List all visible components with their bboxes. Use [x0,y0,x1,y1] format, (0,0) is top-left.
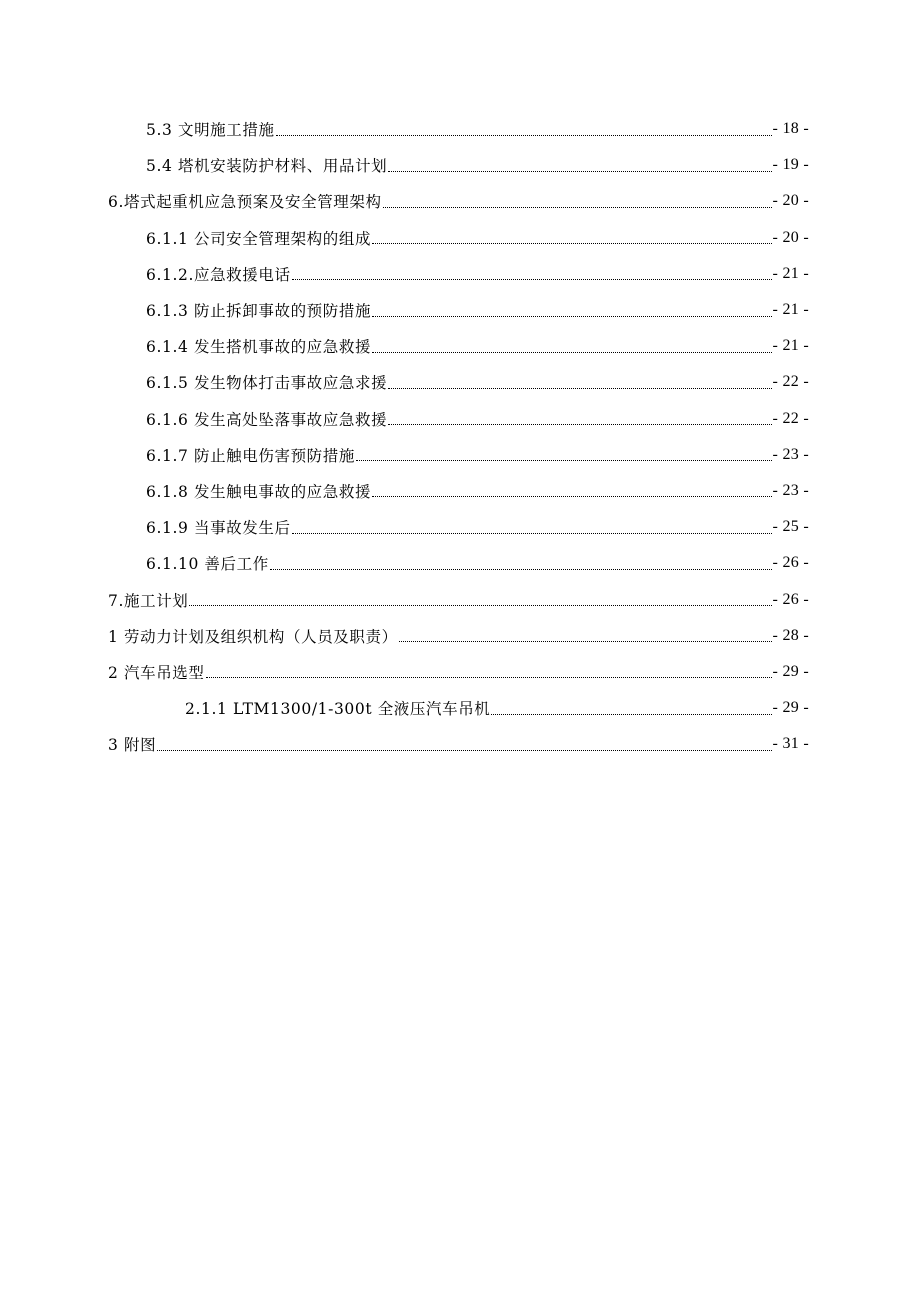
dot-leader [383,207,772,208]
dot-leader [372,352,771,353]
toc-entry-page: - 21 - [772,301,809,319]
dot-leader [356,460,772,461]
toc-entry-label: 7.施工计划 [108,591,189,610]
dot-leader [388,171,771,172]
toc-entry-page: - 22 - [772,373,809,391]
toc-entry[interactable] [0,292,920,328]
dot-leader [189,605,771,606]
toc-entry-page: - 25 - [772,518,809,536]
toc-entry-page: - 28 - [772,626,809,644]
toc-entry-label: 1 劳动力计划及组织机构（人员及职责） [108,627,398,646]
toc-entry-page: - 20 - [772,192,809,210]
toc-entry[interactable] [0,401,920,437]
toc-entry[interactable] [0,618,920,654]
dot-leader [292,533,772,534]
dot-leader [276,135,772,136]
toc-entry-page: - 23 - [772,481,809,499]
toc-entry[interactable] [0,256,920,292]
toc-entry[interactable] [0,581,920,617]
dot-leader [270,569,772,570]
toc-entry-label: 2 汽车吊选型 [108,663,205,682]
toc-entry-label: 6.1.2.应急救援电话 [146,265,291,284]
toc-entry-label: 6.1.4 发生搭机事故的应急救援 [146,338,372,357]
dot-leader [292,279,772,280]
toc-entry-page: - 22 - [772,409,809,427]
toc-entry-page: - 26 - [772,590,809,608]
toc-entry-page: - 29 - [772,699,809,717]
toc-entry[interactable] [0,111,920,147]
dot-leader [206,677,772,678]
toc-entry-label: 6.1.9 当事故发生后 [146,519,291,538]
toc-entry[interactable] [0,690,920,726]
toc-entry-page: - 19 - [772,156,809,174]
toc-entry-label: 3 附图 [108,736,157,755]
toc-entry[interactable] [0,220,920,256]
dot-leader [388,388,771,389]
toc-entry-page: - 20 - [772,228,809,246]
toc-entry[interactable] [0,328,920,364]
dot-leader [372,243,771,244]
table-of-contents [0,111,920,762]
toc-entry-page: - 31 - [772,735,809,753]
toc-entry-label: 5.3 文明施工措施 [146,121,275,140]
toc-entry-label: 6.1.1 公司安全管理架构的组成 [146,229,372,248]
toc-entry[interactable] [0,364,920,400]
dot-leader [157,750,771,751]
toc-entry-label: 5.4 塔机安装防护材料、用品计划 [146,157,388,176]
toc-entry-label: 6.1.10 善后工作 [146,555,269,574]
toc-entry-label: 6.1.7 防止触电伤害预防措施 [146,446,355,465]
toc-entry-page: - 23 - [772,445,809,463]
toc-entry-label: 6.1.8 发生触电事故的应急救援 [146,482,372,501]
toc-entry[interactable] [0,183,920,219]
toc-entry-page: - 26 - [772,554,809,572]
toc-entry-label: 6.1.6 发生高处坠落事故应急救援 [146,410,388,429]
dot-leader [372,496,771,497]
toc-entry-label: 6.1.3 防止拆卸事故的预防措施 [146,302,372,321]
toc-entry-label: 2.1.1 LTM1300/1-300t 全液压汽车吊机 [185,700,491,719]
toc-entry[interactable] [0,147,920,183]
dot-leader [491,714,771,715]
dot-leader [399,641,772,642]
dot-leader [388,424,771,425]
toc-entry-page: - 18 - [772,120,809,138]
toc-entry[interactable] [0,654,920,690]
toc-entry-page: - 29 - [772,662,809,680]
toc-entry-page: - 21 - [772,337,809,355]
toc-entry[interactable] [0,726,920,762]
toc-entry-label: 6.1.5 发生物体打击事故应急求援 [146,374,388,393]
dot-leader [372,316,771,317]
toc-entry-label: 6.塔式起重机应急预案及安全管理架构 [108,193,382,212]
toc-entry[interactable] [0,545,920,581]
toc-entry[interactable] [0,473,920,509]
toc-entry[interactable] [0,509,920,545]
toc-entry-page: - 21 - [772,264,809,282]
toc-entry[interactable] [0,437,920,473]
